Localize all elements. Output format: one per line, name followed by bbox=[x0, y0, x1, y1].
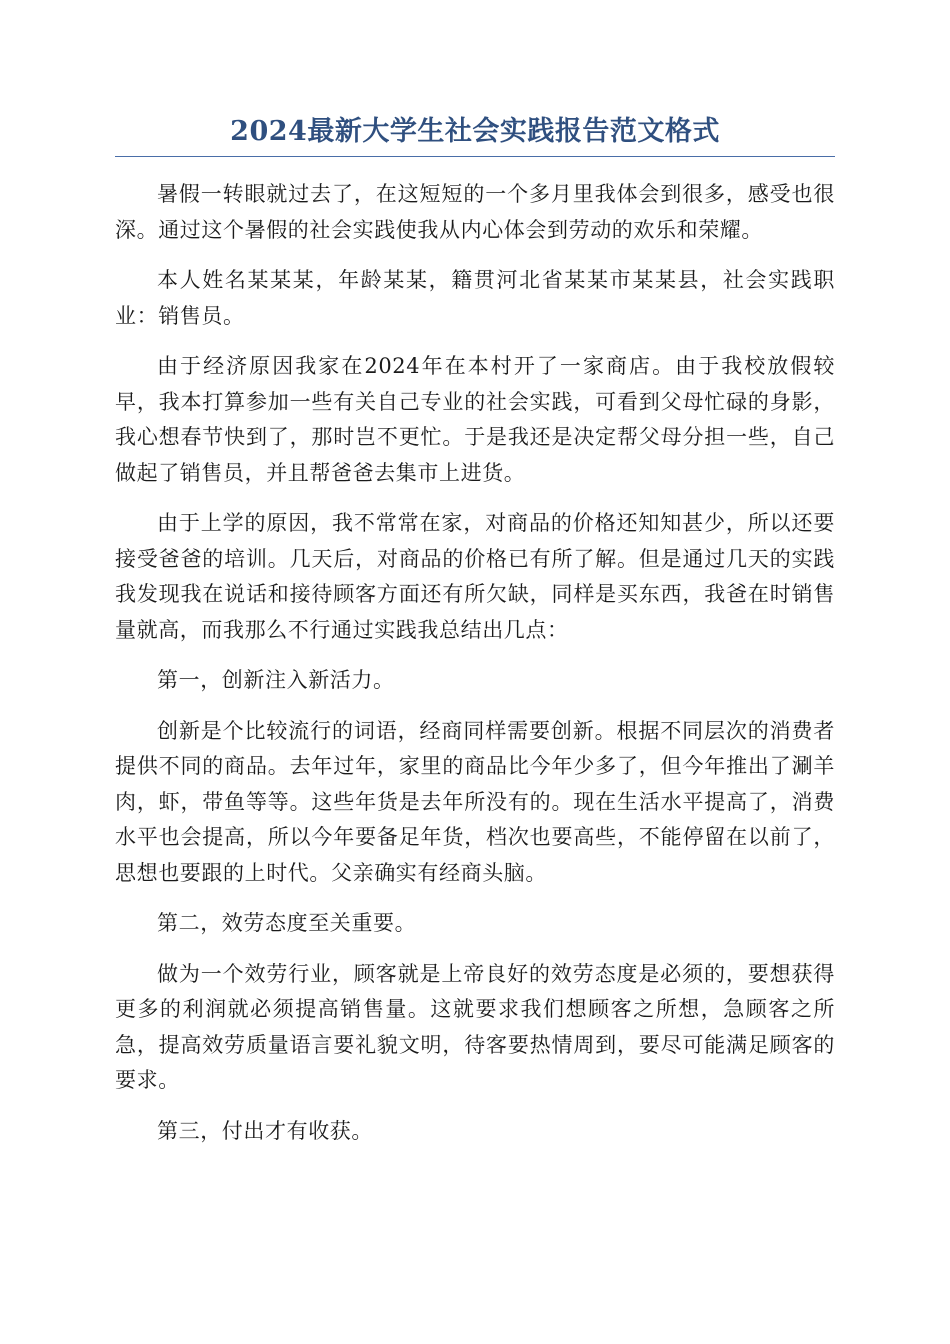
paragraph: 由于上学的原因，我不常常在家，对商品的价格还知知甚少，所以还要接受爸爸的培训。几天后，对商品的价格已有所了解。但是通过几天的实践我发现我在说话和接待顾客方面还有所欠缺，同样是买东西，我爸在时销售量就高，而我那么不行通过实践我总结出几点： bbox=[115, 511, 835, 642]
paragraph: 做为一个效劳行业，顾客就是上帝良好的效劳态度是必须的，要想获得更多的利润就必须提高销售量。这就要求我们想顾客之所想，急顾客之所急，提高效劳质量语言要礼貌文明，待客要热情周到，要尽可能满足顾客的要求。 bbox=[115, 961, 835, 1092]
section-heading: 第三，付出才有收获。 bbox=[157, 1118, 373, 1143]
document-title: 2024最新大学生社会实践报告范文格式 bbox=[115, 110, 835, 157]
paragraph: 由于经济原因我家在2024年在本村开了一家商店。由于我校放假较早，我本打算参加一些有关自己专业的社会实践，可看到父母忙碌的身影，我心想春节快到了，那时岂不更忙。于是我还是决定帮父母分担一些，自己做起了销售员，并且帮爸爸去集市上进货。 bbox=[115, 354, 835, 485]
section-heading: 第二，效劳态度至关重要。 bbox=[157, 911, 417, 935]
section-heading: 第一，创新注入新活力。 bbox=[157, 668, 395, 692]
paragraph: 暑假一转眼就过去了，在这短短的一个多月里我体会到很多，感受也很深。通过这个暑假的社会实践使我从内心体会到劳动的欢乐和荣耀。 bbox=[115, 182, 835, 242]
paragraph: 本人姓名某某某，年龄某某，籍贯河北省某某市某某县，社会实践职业：销售员。 bbox=[115, 268, 835, 328]
paragraph: 创新是个比较流行的词语，经商同样需要创新。根据不同层次的消费者提供不同的商品。去年过年，家里的商品比今年少多了，但今年推出了涮羊肉，虾，带鱼等等。这些年货是去年所没有的。现在生活水平提高了，消费水平也会提高，所以今年要备足年货，档次也要高些，不能停留在以前了，思想也要跟的上时代。父亲确实有经商头脑。 bbox=[115, 718, 835, 885]
document-page bbox=[115, 110, 835, 1164]
document-body bbox=[115, 177, 835, 1149]
